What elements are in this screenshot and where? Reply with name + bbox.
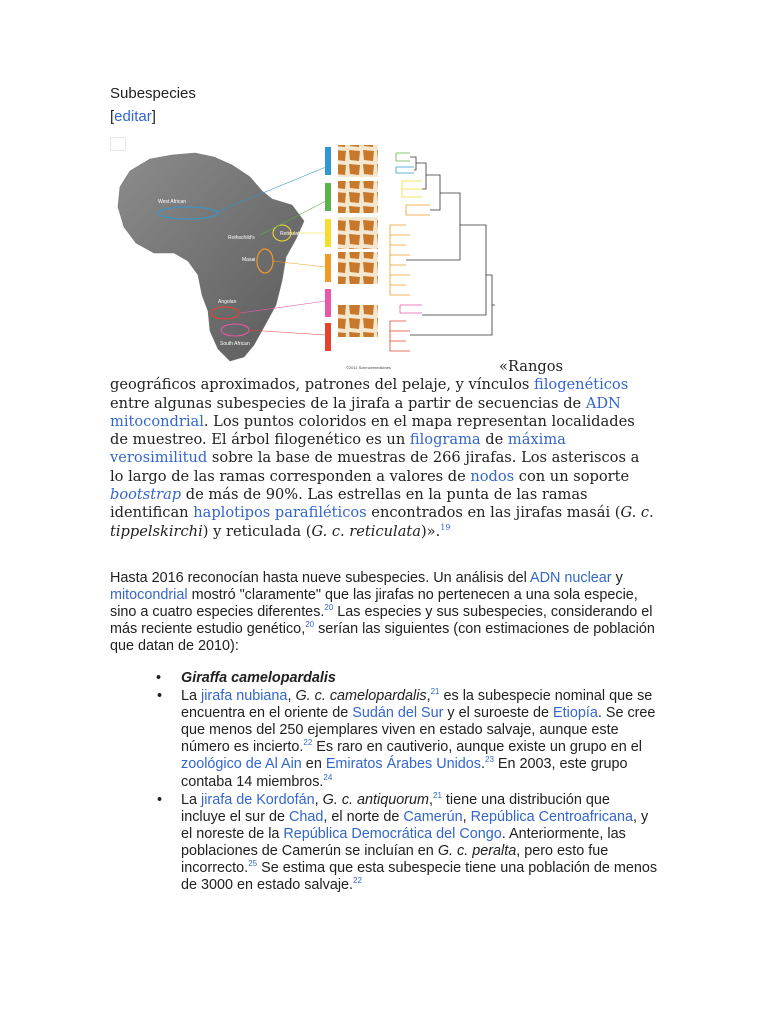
species-list [110, 670, 658, 895]
link-zoologico-al-ain[interactable]: zoológico de Al Ain [181, 756, 302, 773]
subspecies-text: . [481, 756, 485, 773]
link-filogeneticos[interactable]: filogenéticos [534, 376, 629, 394]
subspecies-text: , el norte de [323, 808, 404, 825]
subspecies-text: La [181, 791, 202, 808]
subspecies-text: La [181, 688, 202, 705]
color-bar-angolan [325, 289, 331, 317]
link-emiratos-arabes-unidos[interactable]: Emiratos Árabes Unidos [325, 756, 481, 773]
scientific-name: G. c. tippelskirchi [110, 504, 654, 540]
subspecies-text: , [287, 688, 296, 705]
giraffe-subspecies-figure [110, 135, 495, 375]
caption-text: entre algunas subespecies de la jirafa a partir de secuencias de [110, 394, 586, 412]
subspecies-text: en [301, 756, 326, 773]
edit-link-wrapper [110, 108, 156, 125]
caption-text: geográficos aproximados, patrones del pelaje, y vínculos [110, 376, 534, 394]
intro-text: Las especies y sus subespecies, considerando el más reciente estudio genético, [110, 604, 653, 638]
subspecies-text: , [314, 791, 323, 808]
link-camerun[interactable]: Camerún [403, 808, 463, 825]
coat-swatch-5 [338, 305, 378, 337]
reference-link[interactable]: 20 [324, 603, 334, 613]
color-bar-rothschilds [325, 183, 331, 211]
scientific-name: G. c. camelopardalis [295, 688, 427, 705]
intro-text: serían las siguientes (con estimaciones de población que datan de 2010): [110, 621, 655, 655]
scientific-name: G. c. peralta [437, 842, 517, 859]
color-bar-reticulated [325, 219, 331, 247]
subspecies-text: es la subespecie nominal que se encuentra en el oriente de [181, 688, 653, 722]
subspecies-text: Es raro en cautiverio, aunque existe un grupo en el [312, 739, 642, 756]
intro-text: y [611, 570, 623, 586]
link-filograma[interactable]: filograma [409, 431, 481, 449]
intro-text: Hasta 2016 reconocían hasta nueve subespecies. Un análisis del [110, 570, 530, 586]
link-republica-democratica-congo[interactable]: República Democrática del Congo [283, 825, 502, 842]
subspecies-text: En 2003, este grupo contaba 14 miembros. [181, 756, 628, 790]
coat-swatch-1 [338, 145, 378, 177]
map-label-south-african: South African [220, 341, 250, 347]
color-bar-masai [325, 254, 331, 282]
caption-text: sobre la base de muestras de 266 jirafas. Los asteriscos a lo largo de las ramas corresponden a valores de [110, 449, 640, 485]
subspecies-text: , [462, 808, 471, 825]
map-label-masai: Masai [242, 257, 256, 263]
reference-link[interactable]: 21 [430, 687, 440, 697]
bullet: • [157, 688, 163, 705]
scientific-name: G. c. antiquorum [322, 791, 430, 808]
subspecies-text: . Anteriormente, las poblaciones de Camerún se incluían en [181, 825, 626, 859]
coat-swatch-2 [338, 181, 378, 213]
map-label-reticulated: Reticulated [280, 231, 306, 237]
caption-text: de [480, 431, 508, 449]
scientific-name: G. c. reticulata [311, 522, 421, 540]
africa-map [118, 153, 304, 361]
comma: , [426, 688, 431, 705]
subspecies-text: y el suroeste de [443, 705, 554, 722]
color-bar-west-african [325, 147, 331, 175]
section-heading: Subespecies [110, 85, 196, 102]
link-etiopia[interactable]: Etiopía [553, 705, 598, 722]
caption-text: encontrados en las jirafas masái ( [366, 504, 621, 522]
reference-link[interactable]: 24 [323, 772, 333, 782]
edit-bracket-open: [ [110, 108, 115, 125]
bullet: • [157, 791, 163, 808]
subspecies-list [110, 688, 658, 894]
subspecies-item [110, 792, 658, 895]
caption-open-quote: «Rangos [499, 358, 563, 375]
link-maxima-verosimilitud[interactable]: máxima verosimilitud [110, 431, 566, 467]
edit-link[interactable]: editar [114, 108, 152, 125]
map-label-angolan: Angolan [218, 299, 237, 305]
link-bootstrap[interactable] [110, 486, 181, 503]
caption-text: ) y reticulada ( [202, 522, 312, 540]
bullet: • [156, 670, 162, 686]
reference-link[interactable]: 19 [440, 522, 451, 532]
map-label-west-african: West African [158, 199, 186, 205]
subspecies-text: Se estima que esta subespecie tiene una población de menos de 3000 en estado salvaje. [181, 860, 658, 894]
reference-link[interactable]: 25 [248, 859, 258, 869]
link-nodos[interactable]: nodos [470, 467, 515, 485]
edit-bracket-close: ] [151, 108, 156, 125]
caption-text: )». [420, 522, 441, 540]
reference-link[interactable]: 22 [353, 876, 362, 886]
reference-link[interactable]: 22 [303, 738, 313, 748]
caption-text: . Los puntos coloridos en el mapa representan localidades de muestreo. El árbol filogenético es un [110, 412, 635, 449]
subspecies-text: , y el noreste de la [181, 808, 649, 842]
map-label-rothschilds: Rothschild's [228, 235, 255, 241]
link-jirafa-nubiana[interactable]: jirafa nubiana [201, 688, 288, 705]
caption-text: de más de 90%. Las estrellas en la punta de las ramas identifican [110, 486, 588, 522]
link-adn-mitocondrial[interactable]: ADN mitocondrial [110, 394, 621, 430]
caption-text: con un soporte [514, 467, 630, 485]
reference-link[interactable]: 21 [433, 790, 442, 800]
phylogenetic-tree [390, 153, 495, 351]
figure-caption [110, 358, 655, 541]
color-bar-south-african [325, 323, 331, 351]
subspecies-item [110, 688, 658, 791]
intro-text: mostró "claramente" que las jirafas no pertenecen a una sola especie, sino a cuatro especies diferentes. [110, 587, 638, 621]
link-republica-centroafricana[interactable]: República Centroafricana [470, 808, 633, 825]
subspecies-text: , pero esto fue incorrecto. [181, 842, 609, 877]
link-bootstrap-text: bootstrap [110, 486, 182, 504]
reference-link[interactable]: 20 [305, 620, 315, 630]
figure-credit: ©2011 Sciencemedicines [346, 365, 391, 370]
species-item [110, 670, 658, 894]
link-mitocondrial[interactable]: mitocondrial [110, 587, 188, 604]
coat-swatch-3 [338, 217, 378, 249]
species-name: Giraffa camelopardalis [181, 670, 336, 686]
reference-link[interactable]: 23 [485, 755, 494, 765]
comma: , [429, 791, 434, 808]
link-chad[interactable]: Chad [289, 808, 324, 825]
intro-paragraph [110, 570, 658, 655]
link-adn-nuclear[interactable]: ADN nuclear [530, 570, 612, 586]
link-sudan-del-sur[interactable]: Sudán del Sur [352, 705, 444, 722]
subspecies-text: tiene una distribución que incluye el sur de [181, 791, 610, 825]
link-jirafa-de-kordofan[interactable]: jirafa de Kordofán [201, 791, 315, 808]
subspecies-text: . Se cree que menos del 250 ejemplares viven en estado salvaje, aunque este número es incierto. [181, 705, 656, 756]
link-haplotipos-parafileticos[interactable]: haplotipos parafiléticos [193, 504, 367, 522]
coat-swatch-4 [338, 252, 378, 284]
